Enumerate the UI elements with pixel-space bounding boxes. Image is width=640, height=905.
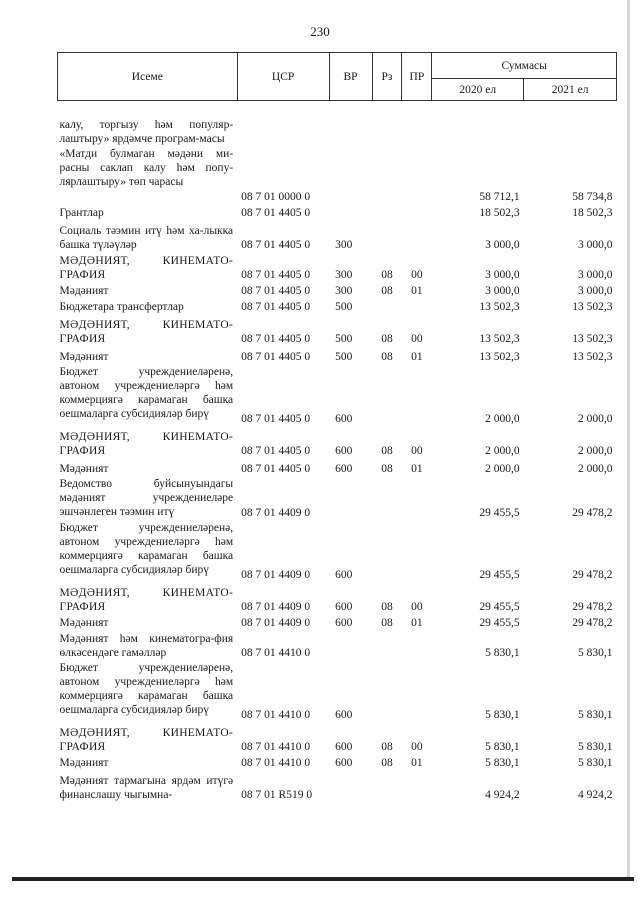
table-row — [58, 101, 617, 147]
row-csr: 08 7 01 4410 0 — [241, 741, 311, 754]
budget-table — [57, 52, 617, 803]
row-sum-2021: 2 000,0 — [578, 463, 613, 476]
header-sums: Суммасы — [432, 53, 617, 79]
row-sum-2021: 13 502,3 — [572, 333, 613, 346]
row-rz — [372, 147, 402, 205]
page-bottom-rule — [12, 877, 634, 881]
row-vr: 600 — [335, 741, 353, 754]
row-sum-2020: 5 830,1 — [485, 757, 520, 770]
row-sum-2020: 4 924,2 — [485, 789, 520, 802]
table-row — [58, 631, 617, 661]
row-sum-2020: 13 502,3 — [479, 333, 520, 346]
row-rz — [372, 477, 402, 521]
row-name: Бюджетара трансфертлар — [59, 301, 184, 314]
row-sum-2021: 4 924,2 — [578, 789, 613, 802]
row-vr — [329, 477, 372, 521]
row-name: МӘДӘНИЯТ, КИНЕМАТО-ГРАФИЯ — [59, 587, 234, 614]
row-pr: 00 — [411, 601, 423, 614]
row-sum-2021: 3 000,0 — [578, 239, 613, 252]
table-row — [58, 147, 617, 205]
row-pr — [402, 661, 432, 723]
row-rz — [372, 299, 402, 315]
row-vr: 500 — [335, 351, 353, 364]
table-row — [58, 661, 617, 723]
row-name: калу, торгызу һәм популяр-лаштыру» ярдәмче програм-масы — [59, 119, 234, 146]
row-name: МӘДӘНИЯТ, КИНЕМАТО-ГРАФИЯ — [59, 431, 234, 458]
row-pr: 01 — [411, 463, 423, 476]
row-sum-2020: 3 000,0 — [485, 239, 520, 252]
row-pr — [402, 221, 432, 253]
row-sum-2021: 13 502,3 — [572, 301, 613, 314]
row-name: МӘДӘНИЯТ, КИНЕМАТО-ГРАФИЯ — [59, 255, 234, 282]
row-vr: 600 — [335, 445, 353, 458]
row-vr: 600 — [335, 617, 353, 630]
table-row — [58, 315, 617, 347]
row-sum-2021: 29 478,2 — [572, 569, 613, 582]
row-name: Ведомство буйсынуындагы мәдәният учреждениеләре эшчәнлеген тәэмин итү — [59, 477, 234, 518]
row-vr: 500 — [335, 333, 353, 346]
row-vr: 600 — [335, 757, 353, 770]
row-csr: 08 7 01 4410 0 — [241, 647, 311, 660]
table-row — [58, 253, 617, 283]
row-name: Бюджет учреждениеләренә, автоном учреждениеләргә һәм коммерциягә карамаган башка оешмаларга субсидияләр бирү — [59, 661, 234, 717]
row-pr: 00 — [411, 269, 423, 282]
table-row — [58, 205, 617, 221]
row-csr: 08 7 01 4405 0 — [241, 351, 311, 364]
row-vr: 600 — [335, 569, 353, 582]
row-rz: 08 — [381, 351, 393, 364]
row-name: Мәдәният — [59, 351, 109, 364]
table-row — [58, 299, 617, 315]
table-row — [58, 755, 617, 771]
row-vr: 500 — [335, 301, 353, 314]
row-csr: 08 7 01 4409 0 — [241, 507, 311, 520]
row-rz — [372, 631, 402, 661]
row-sum-2021: 5 830,1 — [578, 741, 613, 754]
row-sum-2021: 18 502,3 — [572, 207, 613, 220]
row-rz — [372, 661, 402, 723]
table-row — [58, 283, 617, 299]
row-sum-2021: 2 000,0 — [578, 413, 613, 426]
row-sum-2020: 2 000,0 — [485, 463, 520, 476]
row-sum-2020: 3 000,0 — [485, 285, 520, 298]
header-csr: ЦСР — [237, 53, 329, 101]
row-sum-2021: 5 830,1 — [578, 709, 613, 722]
row-csr: 08 7 01 4405 0 — [241, 207, 311, 220]
row-vr — [329, 205, 372, 221]
row-name: Мәдәният — [59, 285, 109, 298]
row-csr — [237, 101, 329, 147]
row-pr — [402, 477, 432, 521]
row-vr: 600 — [335, 601, 353, 614]
row-sum-2020: 5 830,1 — [485, 741, 520, 754]
row-rz: 08 — [381, 333, 393, 346]
row-rz: 08 — [381, 741, 393, 754]
row-sum-2020: 2 000,0 — [485, 413, 520, 426]
row-sum-2020: 58 712,1 — [479, 191, 520, 204]
row-rz: 08 — [381, 445, 393, 458]
row-pr — [402, 101, 432, 147]
row-pr — [402, 299, 432, 315]
row-pr — [402, 631, 432, 661]
row-rz — [372, 365, 402, 427]
row-name: Мәдәният — [59, 617, 109, 630]
row-csr: 08 7 01 4405 0 — [241, 239, 311, 252]
row-vr — [329, 631, 372, 661]
row-rz — [372, 221, 402, 253]
row-vr: 600 — [335, 709, 353, 722]
row-sum-2021: 29 478,2 — [572, 601, 613, 614]
row-sum-2020 — [432, 101, 524, 147]
row-sum-2020: 13 502,3 — [479, 301, 520, 314]
row-sum-2020: 5 830,1 — [485, 647, 520, 660]
row-csr: 08 7 01 4410 0 — [241, 757, 311, 770]
row-sum-2020: 13 502,3 — [479, 351, 520, 364]
row-name: Мәдәният тармагына ярдәм итүгә финанслашу чыгымна- — [59, 775, 234, 802]
row-pr: 01 — [411, 617, 423, 630]
row-name: Мәдәният һәм кинематогра-фия өлкәсендәге гамәлләр — [59, 633, 234, 660]
row-rz — [372, 101, 402, 147]
row-name: «Матди булмаган мәдәни ми-расны саклап калу һәм попу-лярлаштыру» төп чарасы — [59, 147, 234, 188]
row-rz: 08 — [381, 269, 393, 282]
row-csr: 08 7 01 4405 0 — [241, 463, 311, 476]
row-rz: 08 — [381, 617, 393, 630]
table-row — [58, 427, 617, 459]
row-pr: 01 — [411, 757, 423, 770]
row-pr — [402, 365, 432, 427]
row-sum-2021: 3 000,0 — [578, 269, 613, 282]
row-csr: 08 7 01 4410 0 — [241, 709, 311, 722]
table-row — [58, 583, 617, 615]
table-row — [58, 615, 617, 631]
row-rz: 08 — [381, 757, 393, 770]
row-pr: 01 — [411, 285, 423, 298]
row-sum-2021: 13 502,3 — [572, 351, 613, 364]
row-csr: 08 7 01 0000 0 — [241, 191, 311, 204]
row-vr: 600 — [335, 413, 353, 426]
row-vr — [329, 147, 372, 205]
row-name: Социаль тәэмин итү һәм ха-лыкка башка түләүләр — [59, 225, 234, 252]
row-sum-2021: 29 478,2 — [572, 507, 613, 520]
row-sum-2020: 3 000,0 — [485, 269, 520, 282]
page-number: 230 — [310, 24, 330, 39]
row-pr — [402, 147, 432, 205]
row-sum-2020: 29 455,5 — [479, 601, 520, 614]
row-rz: 08 — [381, 285, 393, 298]
row-sum-2021: 3 000,0 — [578, 285, 613, 298]
row-sum-2020: 29 455,5 — [479, 569, 520, 582]
row-sum-2020: 29 455,5 — [479, 617, 520, 630]
row-sum-2021: 58 734,8 — [572, 191, 613, 204]
row-csr: 08 7 01 4409 0 — [241, 569, 311, 582]
row-rz — [372, 205, 402, 221]
row-vr: 300 — [335, 269, 353, 282]
row-sum-2021: 2 000,0 — [578, 445, 613, 458]
row-csr: 08 7 01 4409 0 — [241, 617, 311, 630]
row-vr — [329, 101, 372, 147]
row-sum-2020: 2 000,0 — [485, 445, 520, 458]
row-vr: 300 — [335, 285, 353, 298]
row-rz — [372, 521, 402, 583]
row-vr — [329, 771, 372, 803]
header-name: Исеме — [58, 53, 238, 101]
row-pr — [402, 771, 432, 803]
row-vr: 300 — [335, 239, 353, 252]
table-row — [58, 347, 617, 365]
row-sum-2021: 29 478,2 — [572, 617, 613, 630]
table-row — [58, 521, 617, 583]
header-year-2021: 2021 ел — [524, 79, 617, 101]
row-csr: 08 7 01 4405 0 — [241, 301, 311, 314]
row-pr: 00 — [411, 741, 423, 754]
row-csr: 08 7 01 4405 0 — [241, 285, 311, 298]
header-pr: ПР — [402, 53, 432, 101]
row-csr: 08 7 01 R519 0 — [241, 789, 313, 802]
table-row — [58, 459, 617, 477]
scan-edge — [627, 0, 630, 881]
row-name: МӘДӘНИЯТ, КИНЕМАТО-ГРАФИЯ — [59, 319, 234, 346]
row-rz: 08 — [381, 463, 393, 476]
row-rz: 08 — [381, 601, 393, 614]
row-name: Мәдәният — [59, 463, 109, 476]
row-csr: 08 7 01 4409 0 — [241, 601, 311, 614]
row-sum-2021: 5 830,1 — [578, 757, 613, 770]
row-sum-2020: 18 502,3 — [479, 207, 520, 220]
row-pr — [402, 521, 432, 583]
row-sum-2020: 29 455,5 — [479, 507, 520, 520]
row-pr — [402, 205, 432, 221]
row-sum-2020: 5 830,1 — [485, 709, 520, 722]
row-sum-2021: 5 830,1 — [578, 647, 613, 660]
row-csr: 08 7 01 4405 0 — [241, 269, 311, 282]
row-pr: 00 — [411, 333, 423, 346]
row-name: Грантлар — [59, 207, 104, 220]
row-sum-2021 — [524, 101, 617, 147]
table-row — [58, 723, 617, 755]
header-vr: ВР — [329, 53, 372, 101]
row-pr: 01 — [411, 351, 423, 364]
row-rz — [372, 771, 402, 803]
table-row — [58, 221, 617, 253]
table-body — [58, 101, 617, 803]
row-csr: 08 7 01 4405 0 — [241, 445, 311, 458]
table-row — [58, 771, 617, 803]
row-name: Бюджет учреждениеләренә, автоном учреждениеләргә һәм коммерциягә карамаган башка оешмаларга субсидияләр бирү — [59, 365, 234, 421]
row-pr: 00 — [411, 445, 423, 458]
row-csr: 08 7 01 4405 0 — [241, 413, 311, 426]
row-name: Мәдәният — [59, 757, 109, 770]
row-name: МӘДӘНИЯТ, КИНЕМАТО-ГРАФИЯ — [59, 727, 234, 754]
header-rz: Рз — [372, 53, 402, 101]
table-row — [58, 365, 617, 427]
row-name: Бюджет учреждениеләренә, автоном учреждениеләргә һәм коммерциягә карамаган башка оешмаларга субсидияләр бирү — [59, 521, 234, 577]
header-year-2020: 2020 ел — [432, 79, 524, 101]
table-row — [58, 477, 617, 521]
row-csr: 08 7 01 4405 0 — [241, 333, 311, 346]
row-vr: 600 — [335, 463, 353, 476]
